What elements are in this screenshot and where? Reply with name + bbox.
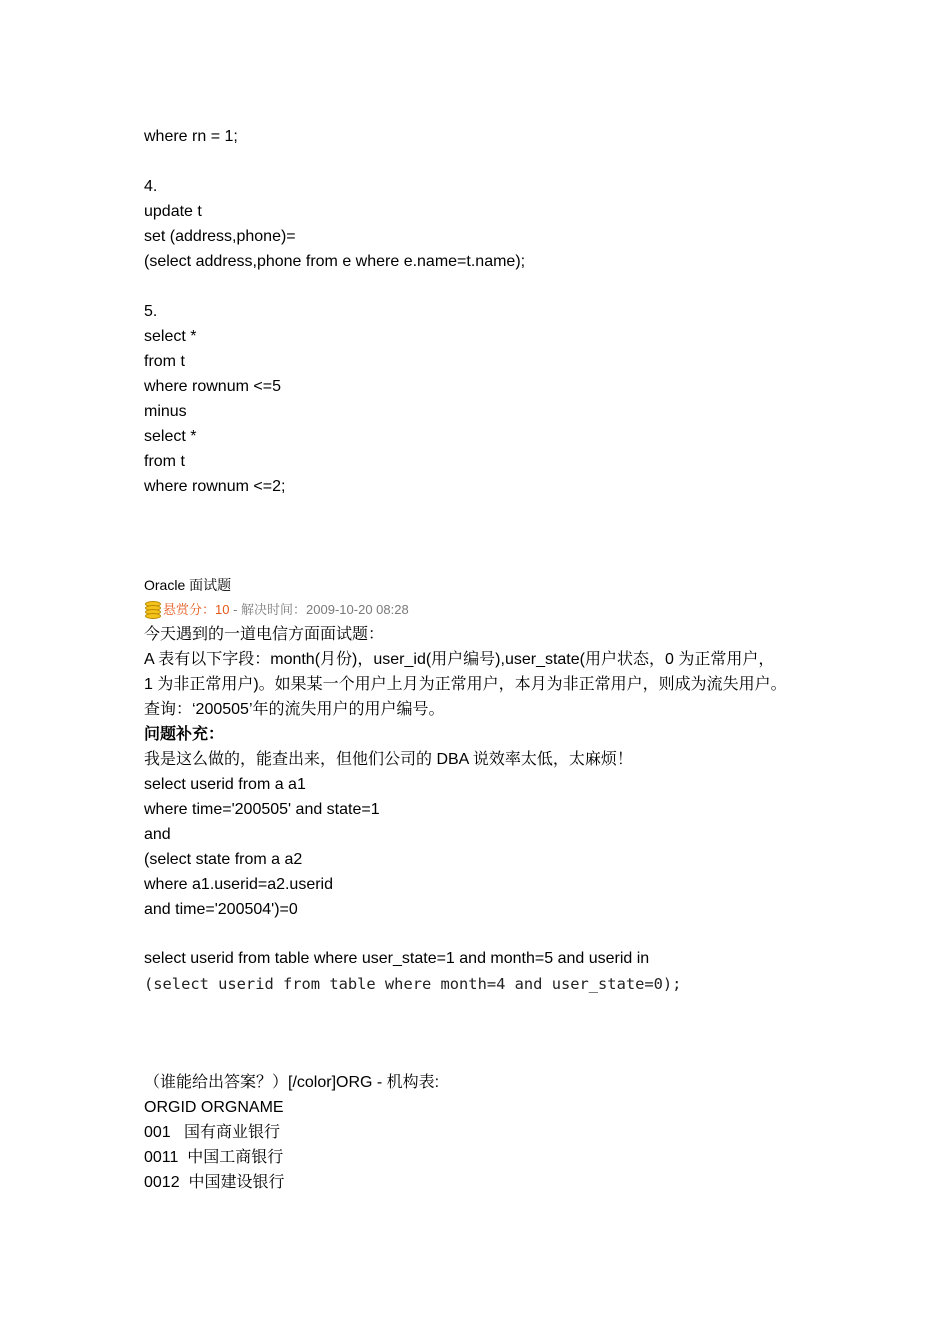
code-line: where rn = 1;: [144, 128, 238, 145]
question-text: A 表有以下字段：month(月份)，user_id(用户编号),user_state(用户状态，0 为正常用户，: [144, 651, 775, 668]
coin-icon: [144, 601, 162, 619]
code-line: from t: [144, 453, 185, 470]
item-number: 4.: [144, 178, 158, 195]
org-table-row: 0012 中国建设银行: [144, 1174, 285, 1191]
code-line: (select address,phone from e where e.name=t.name);: [144, 253, 526, 270]
code-line: where rownum <=2;: [144, 478, 286, 495]
code-line: minus: [144, 403, 187, 420]
question-meta: [144, 600, 409, 620]
code-line: set (address,phone)=: [144, 228, 296, 245]
code-line: where time='200505' and state=1: [144, 801, 380, 818]
code-line: select *: [144, 428, 197, 445]
org-intro: （谁能给出答案？）[/color]ORG - 机构表:: [144, 1074, 440, 1091]
org-table-row: 001 国有商业银行: [144, 1124, 281, 1141]
answer-line: (select userid from table where month=4 and user_state=0);: [144, 975, 682, 993]
supplement-heading: 问题补充：: [144, 726, 225, 743]
code-line: where rownum <=5: [144, 378, 281, 395]
supplement-text: 我是这么做的，能查出来，但他们公司的 DBA 说效率太低，太麻烦！: [144, 751, 633, 768]
question-text: 今天遇到的一道电信方面面试题：: [144, 626, 385, 643]
code-line: select userid from a a1: [144, 776, 306, 793]
question-title: Oracle 面试题: [144, 577, 232, 593]
answer-line: select userid from table where user_state=1 and month=5 and userid in: [144, 950, 650, 967]
code-line: and: [144, 826, 171, 843]
code-line: and time='200504')=0: [144, 901, 298, 918]
item-number: 5.: [144, 303, 158, 320]
resolved-time: 解决时间：2009-10-20 08:28: [241, 602, 409, 617]
question-text: 1 为非正常用户)。如果某一个用户上月为正常用户，本月为非正常用户，则成为流失用户。: [144, 676, 787, 693]
code-line: update t: [144, 203, 202, 220]
reward-label: 悬赏分：: [163, 602, 216, 617]
org-table-row: 0011 中国工商银行: [144, 1149, 284, 1166]
code-line: (select state from a a2: [144, 851, 303, 868]
reward-value: 10: [215, 602, 230, 617]
question-text: 查询：‘200505’年的流失用户的用户编号。: [144, 701, 445, 718]
code-line: where a1.userid=a2.userid: [144, 876, 334, 893]
meta-separator: -: [229, 602, 242, 617]
org-table-header: ORGID ORGNAME: [144, 1099, 284, 1116]
code-line: select *: [144, 328, 197, 345]
code-line: from t: [144, 353, 185, 370]
